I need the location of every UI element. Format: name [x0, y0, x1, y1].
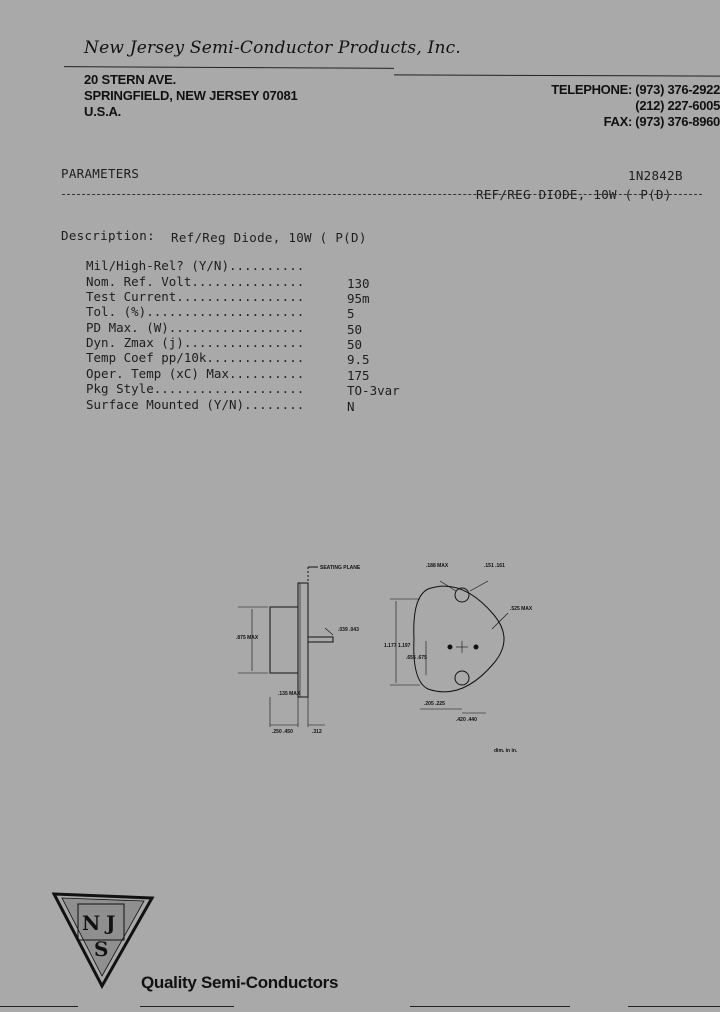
parameters-label: PARAMETERS: [61, 166, 140, 181]
side-view: [238, 567, 333, 727]
address-line-3: U.S.A.: [84, 104, 122, 119]
side-dim-height: .875 MAX: [236, 635, 259, 641]
company-name: New Jersey Semi-Conductor Products, Inc.: [84, 38, 461, 58]
param-label: Surface Mounted (Y/N)........: [86, 397, 305, 412]
param-label: Dyn. Zmax (j)................: [86, 335, 305, 350]
part-subtitle: REF/REG DIODE, 10W ( P(D): [476, 187, 672, 202]
unit-note: dim. in in.: [494, 748, 518, 754]
param-value: 50: [347, 337, 363, 352]
param-value: N: [347, 399, 355, 414]
param-value: 130: [347, 276, 370, 291]
param-label: Temp Coef pp/10k.............: [86, 350, 305, 365]
param-label: Pkg Style....................: [86, 381, 305, 396]
footer-rule: [140, 1006, 234, 1007]
param-value: 175: [347, 368, 370, 383]
param-value: 50: [347, 322, 363, 337]
header-rule-left: [64, 66, 394, 69]
side-dim-body: .250 .450: [272, 729, 293, 735]
top-dim-pin-offset: .205 .225: [424, 701, 445, 707]
param-label: Test Current.................: [86, 289, 305, 304]
side-dim-flange: .135 MAX: [278, 691, 301, 697]
header-rule-right: [394, 74, 720, 76]
svg-text:N: N: [82, 911, 101, 935]
address-line-2: SPRINGFIELD, NEW JERSEY 07081: [84, 88, 298, 103]
package-drawing: [230, 555, 540, 760]
top-dim-hole: .151 .161: [484, 563, 505, 569]
seating-plane-label: SEATING PLANE: [320, 565, 361, 571]
top-dim-tab: .188 MAX: [426, 563, 449, 569]
param-label: Oper. Temp (xC) Max..........: [86, 366, 305, 381]
param-value: 5: [347, 306, 355, 321]
param-value: 95m: [347, 291, 370, 306]
top-dim-pin-spacing: .655 .675: [406, 655, 427, 661]
description-text: Ref/Reg Diode, 10W ( P(D): [171, 230, 367, 245]
fax: FAX: (973) 376-8960: [603, 114, 720, 129]
param-label: PD Max. (W)..................: [86, 320, 305, 335]
param-value: 9.5: [347, 352, 370, 367]
description-label: Description:: [61, 228, 155, 243]
top-dim-width: .420 .440: [456, 717, 477, 723]
param-label: Nom. Ref. Volt...............: [86, 274, 305, 289]
footer-rule: [410, 1006, 570, 1007]
param-label: Mil/High-Rel? (Y/N)..........: [86, 258, 305, 273]
top-dim-length: 1.177 1.197: [384, 643, 411, 649]
footer-rule: [628, 1006, 720, 1007]
footer-rule: [0, 1006, 78, 1007]
param-value: TO-3var: [347, 383, 400, 398]
top-dim-radius: .525 MAX: [510, 606, 533, 612]
telephone: TELEPHONE: (973) 376-2922: [551, 82, 720, 97]
svg-text:J: J: [106, 911, 116, 935]
side-dim-pin: .039 .043: [338, 627, 359, 633]
tagline: Quality Semi-Conductors: [141, 973, 339, 992]
svg-text:S: S: [94, 937, 109, 961]
telephone-2: (212) 227-6005: [635, 98, 720, 113]
address-line-1: 20 STERN AVE.: [84, 72, 177, 87]
param-label: Tol. (%).....................: [86, 304, 305, 319]
side-dim-lead: .312: [312, 729, 322, 735]
part-number: 1N2842B: [628, 168, 683, 183]
